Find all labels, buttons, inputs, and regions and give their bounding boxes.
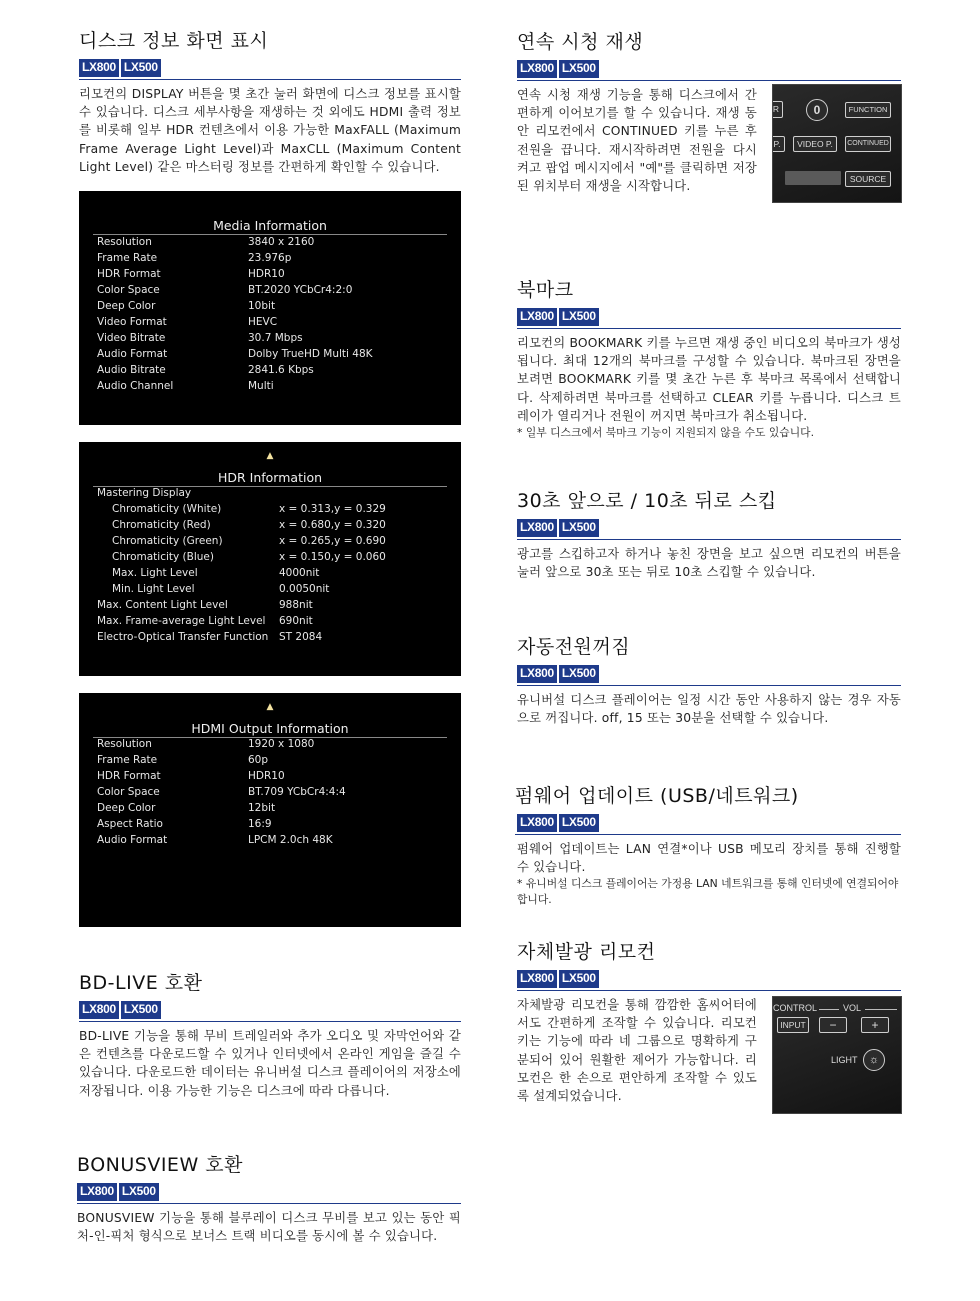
vol-line (865, 1009, 897, 1010)
section-title: BONUSVIEW 호환 (77, 1154, 243, 1176)
info-label: Frame Rate (97, 754, 158, 766)
section-title: 연속 시청 재생 (517, 31, 644, 53)
info-label: Deep Color (97, 300, 156, 312)
info-value: 30.7 Mbps (248, 332, 303, 344)
section-title: 펌웨어 업데이트 (USB/네트워크) (515, 785, 799, 807)
model-badges (517, 665, 901, 686)
p-button: P. (772, 136, 785, 152)
info-label: Audio Channel (97, 380, 174, 392)
up-arrow-icon: ▲ (266, 451, 274, 461)
control-line (819, 1009, 839, 1010)
badge-lx800: LX800 (79, 1001, 119, 1019)
hdmi-info-panel (79, 693, 461, 927)
section-body: BD-LIVE 기능을 통해 무비 트레일러와 추가 오디오 및 자막언어와 같은 컨텐츠를 다운로드할 수 있거나 인터넷에서 온라인 게임을 즐길 수 있습니다. 다운로드한 데이터는 유니버설 디스크 플레이어의 저장소에 저장됩니다. 이용 가능한 기능은 디스크에 따라 다릅니다. (79, 1029, 461, 1098)
info-value: 16:9 (248, 818, 272, 830)
info-label: Resolution (97, 738, 152, 750)
section-title: BD-LIVE 호환 (79, 972, 203, 994)
info-label: Video Bitrate (97, 332, 166, 344)
section-disc-info (79, 26, 461, 176)
badge-lx500: LX500 (559, 814, 599, 832)
remote-photo-backlit (772, 996, 902, 1114)
info-value: HEVC (248, 316, 278, 328)
r-button: R (772, 101, 783, 118)
badge-lx800: LX800 (517, 60, 557, 78)
info-label: HDR Format (97, 770, 161, 782)
model-badges (517, 970, 901, 991)
model-badges (517, 519, 901, 540)
function-button: FUNCTION (845, 102, 891, 118)
badge-lx500: LX500 (119, 1183, 159, 1201)
media-info-panel (79, 191, 461, 425)
info-label: Video Format (97, 316, 167, 328)
section-skip (517, 486, 901, 581)
continued-button: CONTINUED (845, 136, 891, 152)
badge-lx500: LX500 (559, 665, 599, 683)
info-value: 3840 x 2160 (248, 236, 315, 248)
info-label: Resolution (97, 236, 152, 248)
info-label: Chromaticity (Red) (112, 519, 211, 531)
badge-lx800: LX800 (77, 1183, 117, 1201)
vol-plus-button: + (861, 1017, 889, 1033)
info-value: x = 0.150,y = 0.060 (279, 551, 386, 563)
panel-title: HDR Information (217, 470, 323, 485)
remote-photo-continued (772, 84, 902, 203)
up-arrow-icon: ▲ (266, 702, 274, 712)
info-label: Mastering Display (97, 487, 192, 499)
model-badges (77, 1183, 461, 1204)
info-value: 12bit (248, 802, 276, 814)
info-value: Multi (248, 380, 274, 392)
info-value: BT.709 YCbCr4:4:4 (248, 786, 346, 798)
info-value: LPCM 2.0ch 48K (248, 834, 333, 846)
info-label: Min. Light Level (112, 583, 195, 595)
badge-lx800: LX800 (79, 59, 119, 77)
section-bdlive (79, 968, 461, 1100)
info-label: HDR Format (97, 268, 161, 280)
badge-lx500: LX500 (121, 1001, 161, 1019)
section-title: 30초 앞으로 / 10초 뒤로 스킵 (517, 490, 777, 512)
info-label: Max. Frame-average Light Level (97, 615, 266, 627)
section-auto-power (517, 632, 901, 727)
info-label: Max. Light Level (112, 567, 198, 579)
info-value: 4000nit (279, 567, 320, 579)
info-label: Chromaticity (Green) (112, 535, 223, 547)
light-label: LIGHT (831, 1055, 858, 1065)
model-badges (79, 1001, 461, 1022)
section-body: BONUSVIEW 기능을 통해 블루레이 디스크 무비를 보고 있는 동안 픽처-인-픽처 형식으로 보너스 트랙 비디오를 동시에 볼 수 있습니다. (77, 1211, 461, 1244)
info-value: HDR10 (248, 770, 285, 782)
badge-lx800: LX800 (517, 308, 557, 326)
section-body: 자체발광 리모컨을 통해 깜깜한 홈씨어터에서도 간편하게 조작할 수 있습니다. 리모컨 키는 기능에 따라 네 그룹으로 명확하게 구분되어 있어 원활한 제어가 가능합니다. 리모컨은 한 손으로 편안하게 조작할 수 있도록 설계되었습니다. (517, 998, 757, 1104)
info-value: 2841.6 Kbps (248, 364, 314, 376)
badge-lx800: LX800 (517, 814, 557, 832)
info-label: Chromaticity (Blue) (112, 551, 214, 563)
sun-icon: ☼ (868, 1054, 880, 1066)
section-bookmark (517, 275, 901, 441)
badge-lx500: LX500 (559, 519, 599, 537)
vol-minus-button: − (819, 1017, 847, 1033)
section-firmware (515, 781, 901, 908)
zero-button: 0 (806, 99, 828, 121)
section-title: 자동전원꺼짐 (517, 636, 631, 658)
badge-lx500: LX500 (559, 970, 599, 988)
info-value: 23.976p (248, 252, 292, 264)
section-body: 연속 시청 재생 기능을 통해 디스크에서 간편하게 이어보기를 할 수 있습니다. 재생 동안 리모컨에서 CONTINUED 키를 누른 후 전원을 끕니다. 재시작하려면 전원을 다시 켜고 팝업 메시지에서 "예"를 클릭하면 저장된 위치부터 재생을 시작합니다. (517, 88, 757, 194)
section-body: 광고를 스킵하고자 하거나 놓친 장면을 보고 싶으면 리모컨의 버튼을 눌러 앞으로 30초 또는 뒤로 10초 스킵할 수 있습니다. (517, 547, 901, 580)
info-value: 690nit (279, 615, 313, 627)
info-label: Color Space (97, 284, 160, 296)
info-label: Frame Rate (97, 252, 158, 264)
section-bonusview (77, 1150, 461, 1245)
source-button: SOURCE (845, 171, 891, 187)
section-body: 리모컨의 DISPLAY 버튼을 몇 초간 눌러 화면에 디스크 정보를 표시할 수 있습니다. 디스크 세부사항을 재생하는 것 외에도 HDMI 출력 정보를 비롯해 일부 HDR 컨텐츠에서 이용 가능한 MaxFALL (Maximum Frame Average Light Level)과 MaxCLL (Maximum Content Light Level) 같은 마스터링 정보를 간편하게 확인할 수 있습니다. (79, 87, 461, 174)
info-value: HDR10 (248, 268, 285, 280)
info-value: 1920 x 1080 (248, 738, 315, 750)
badge-lx800: LX800 (517, 665, 557, 683)
section-note: * 일부 디스크에서 북마크 기능이 지원되지 않을 수도 있습니다. (517, 426, 815, 440)
section-body: 펌웨어 업데이트는 LAN 연결*이나 USB 메모리 장치를 통해 진행할 수 있습니다. (517, 842, 901, 875)
badge-lx800: LX800 (517, 519, 557, 537)
info-value: ST 2084 (279, 631, 323, 643)
info-label: Aspect Ratio (97, 818, 163, 830)
hdr-info-panel (79, 442, 461, 676)
model-badges (515, 814, 901, 835)
section-body: 유니버설 디스크 플레이어는 일정 시간 동안 사용하지 않는 경우 자동으로 꺼집니다. off, 15 또는 30분을 선택할 수 있습니다. (517, 693, 901, 726)
info-value: BT.2020 YCbCr4:2:0 (248, 284, 353, 296)
badge-lx500: LX500 (559, 60, 599, 78)
panel-title: Media Information (213, 218, 327, 233)
badge-lx500: LX500 (121, 59, 161, 77)
info-label: Chromaticity (White) (112, 503, 222, 515)
input-button: INPUT (777, 1017, 809, 1033)
info-value: Dolby TrueHD Multi 48K (248, 348, 373, 360)
badge-lx800: LX800 (517, 970, 557, 988)
info-label: Electro-Optical Transfer Function (97, 631, 269, 643)
section-body: 리모컨의 BOOKMARK 키를 누르면 재생 중인 비디오의 북마크가 생성됩니다. 최대 12개의 북마크를 구성할 수 있습니다. 북마크된 장면을 보려면 BOOKMARK 키를 몇 초간 누른 후 북마크 목록에서 선택합니다. 삭제하려면 북마크를 선택하고 CLEAR 키를 누릅니다. 디스크 트레이가 열리거나 전원이 꺼지면 북마크가 취소됩니다. (517, 336, 901, 423)
info-label: Max. Content Light Level (97, 599, 228, 611)
info-label: Audio Format (97, 348, 168, 360)
info-label: Color Space (97, 786, 160, 798)
video-p-button: VIDEO P. (793, 136, 837, 152)
info-value: 988nit (279, 599, 313, 611)
info-value: x = 0.313,y = 0.329 (279, 503, 386, 515)
info-label: Audio Bitrate (97, 364, 166, 376)
divider-bar (785, 171, 841, 185)
panel-divider (93, 234, 447, 235)
section-title: 디스크 정보 화면 표시 (79, 30, 269, 52)
panel-title: HDMI Output Information (191, 721, 349, 736)
section-note: * 유니버설 디스크 플레이어는 가정용 LAN 네트워크를 통해 인터넷에 연결되어야 합니다. (517, 877, 899, 907)
section-title: 북마크 (517, 279, 574, 301)
model-badges (517, 60, 901, 81)
info-value: 10bit (248, 300, 276, 312)
info-value: 0.0050nit (279, 583, 330, 595)
light-button (863, 1049, 885, 1071)
vol-label: VOL (843, 1003, 862, 1013)
badge-lx500: LX500 (559, 308, 599, 326)
info-label: Deep Color (97, 802, 156, 814)
info-value: x = 0.265,y = 0.690 (279, 535, 386, 547)
control-label: CONTROL (773, 1003, 818, 1013)
section-title: 자체발광 리모컨 (517, 941, 656, 963)
info-label: Audio Format (97, 834, 168, 846)
model-badges (517, 308, 901, 329)
info-value: x = 0.680,y = 0.320 (279, 519, 386, 531)
info-value: 60p (248, 754, 269, 766)
model-badges (79, 59, 461, 80)
